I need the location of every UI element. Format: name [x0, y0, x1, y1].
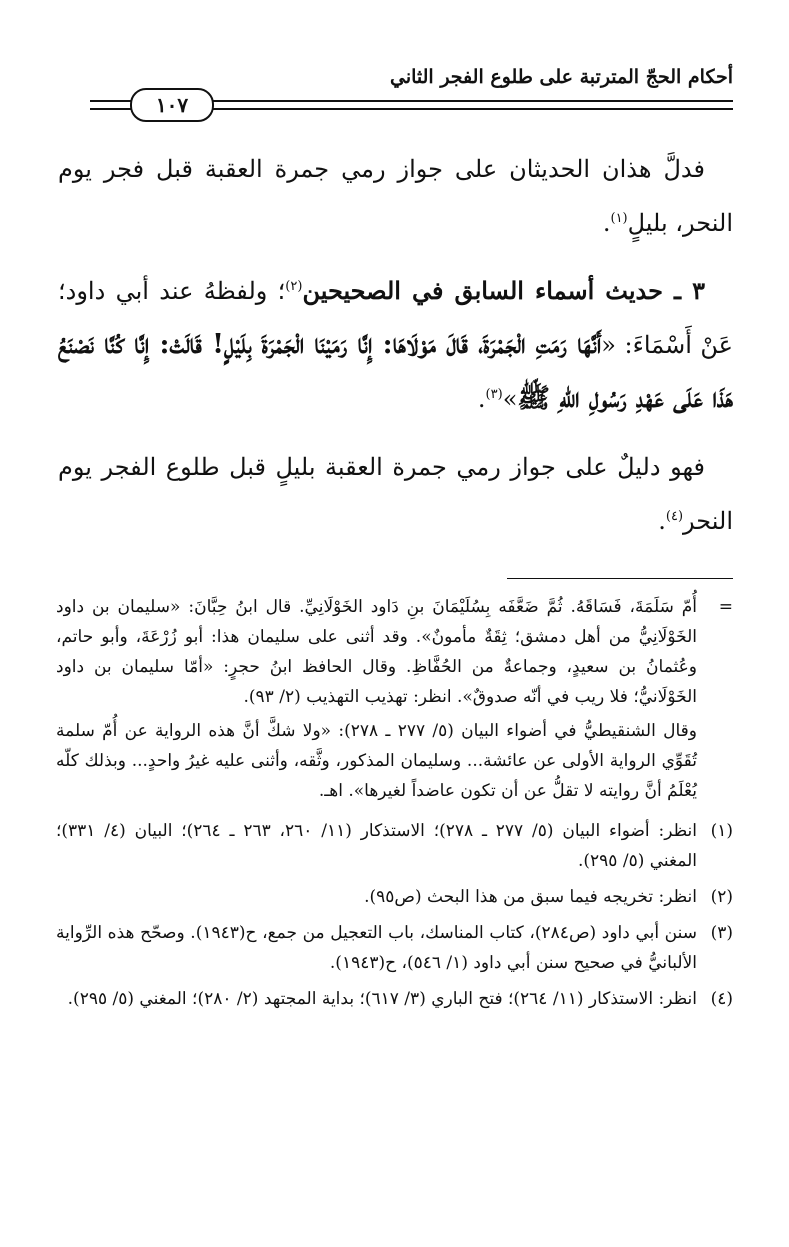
footnote-text: انظر: الاستذكار (١١/ ٢٦٤)؛ فتح الباري (٣/ ٦١٧)؛ بداية المجتهد (٢/ ٢٨٠)؛ المغني (٥/ ٢٩٥).: [67, 989, 697, 1009]
footnote-text: انظر: تخريجه فيما سبق من هذا البحث (ص٩٥).: [364, 887, 697, 907]
paragraph-1-text: فدلَّ هذان الحديثان على جواز رمي جمرة العقبة قبل فجر يوم النحر، بليلٍ: [58, 155, 733, 237]
footnote-text: سنن أبي داود (ص٢٨٤)، كتاب المناسك، باب التعجيل من جمع، ح(١٩٤٣). وصحّح هذه الرِّواية الألبانيُّ في صحيح سنن أبي داود (١/ ٥٤٦)، ح(١٩٤٣).: [56, 923, 697, 973]
footnote-number: (١): [710, 821, 733, 841]
footnote-ref-4: (٤): [665, 509, 684, 524]
footnote-ref-1: (١): [610, 211, 628, 226]
footnote-item: [56, 918, 733, 978]
footnote-separator: [507, 578, 733, 579]
paragraph-2-lead: ٣ ـ حديث أسماء السابق في الصحيحين: [302, 276, 705, 305]
footnote-ref-3: (٣): [485, 387, 503, 402]
continuation-text-2: وقال الشنقيطيُّ في أضواء البيان (٥/ ٢٧٧ ـ ٢٧٨): «ولا شكَّ أنَّ هذه الرواية عن أُمّ سلمة تُقَوِّي الرواية الأولى عن عائشة... وسليمان المذكور، وثَّقه، وأثنى عليه غيرُ واحدٍ... وبذلك كلّه يُعْلَمُ أنَّ روايته لا تقلُّ عن أن تكون عاضداً لغيرها». اهـ.: [56, 721, 697, 801]
paragraph-1: [58, 142, 733, 250]
paragraph-3: [58, 440, 733, 548]
footnote-continuation: [56, 592, 733, 810]
footnote-item: [56, 882, 733, 912]
paragraph-3-text: فهو دليلٌ على جواز رمي جمرة العقبة بليلٍ قبل طلوع الفجر يوم النحر: [58, 453, 733, 535]
footnote-number: (٢): [710, 887, 733, 907]
running-title: أحكام الحجّ المترتبة على طلوع الفجر الثاني: [389, 66, 733, 88]
footnote-item: [56, 984, 733, 1014]
footnote-number: (٣): [710, 923, 733, 943]
footnote-ref-2: (٢): [285, 279, 303, 294]
paragraph-2-mid: ؛ ولفظهُ عند أبي داود؛ عَنْ أَسْمَاءَ: «: [58, 277, 733, 359]
hadith-close: »: [502, 385, 518, 413]
footnotes: [56, 592, 733, 1020]
paragraph-2-end: .: [477, 385, 486, 413]
paragraph-3-end: .: [658, 507, 666, 535]
continuation-mark: =: [718, 597, 733, 617]
footnote-text: انظر: أضواء البيان (٥/ ٢٧٧ ـ ٢٧٨)؛ الاستذكار (١١/ ٢٦٠، ٢٦٣ ـ ٢٦٤)؛ البيان (٤/ ٣٣١)؛ المغني (٥/ ٢٩٥).: [56, 821, 697, 871]
page-number: ١٠٧: [130, 88, 214, 122]
main-text: [58, 142, 733, 562]
footnote-number: (٤): [710, 989, 733, 1009]
paragraph-2: [58, 264, 733, 426]
paragraph-1-end: .: [602, 209, 611, 237]
footnote-item: [56, 816, 733, 876]
hadith-quote: أَنَّهَا رَمَتِ الْجَمْرَةَ، قَالَ مَوْلَاهَا: إِنَّا رَمَيْنَا الْجَمْرَةَ بِلَيْلٍ! قَالَتْ: إِنَّا كُنَّا نَصْنَعُ هَذَا عَلَى عَهْدِ رَسُولِ اللهِ ﷺ: [58, 329, 733, 414]
continuation-text-1: أُمّ سَلَمَةَ، فَسَاقَهُ. ثُمَّ ضَعَّفَه بِسُلَيْمَانَ بنِ دَاود الخَوْلَانِيِّ. قال ابنُ حِبَّانَ: «سليمان بن داود الخَوْلَانِيُّ من أهل دمشق؛ ثِقَةٌ مأمونٌ». وقد أثنى على سليمان هذا: أبو زُرْعَةَ، وأبو حاتم، وعُثمانُ بن سعيدٍ، وجماعةٌ من الحُفَّاظِ. وقال الحافظ ابنُ حجرٍ: «أمّا سليمان بن داود الخَوْلَانيُّ؛ فلا ريب في أنّه صدوقٌ». انظر: تهذيب التهذيب (٢/ ٩٣).: [56, 597, 697, 707]
